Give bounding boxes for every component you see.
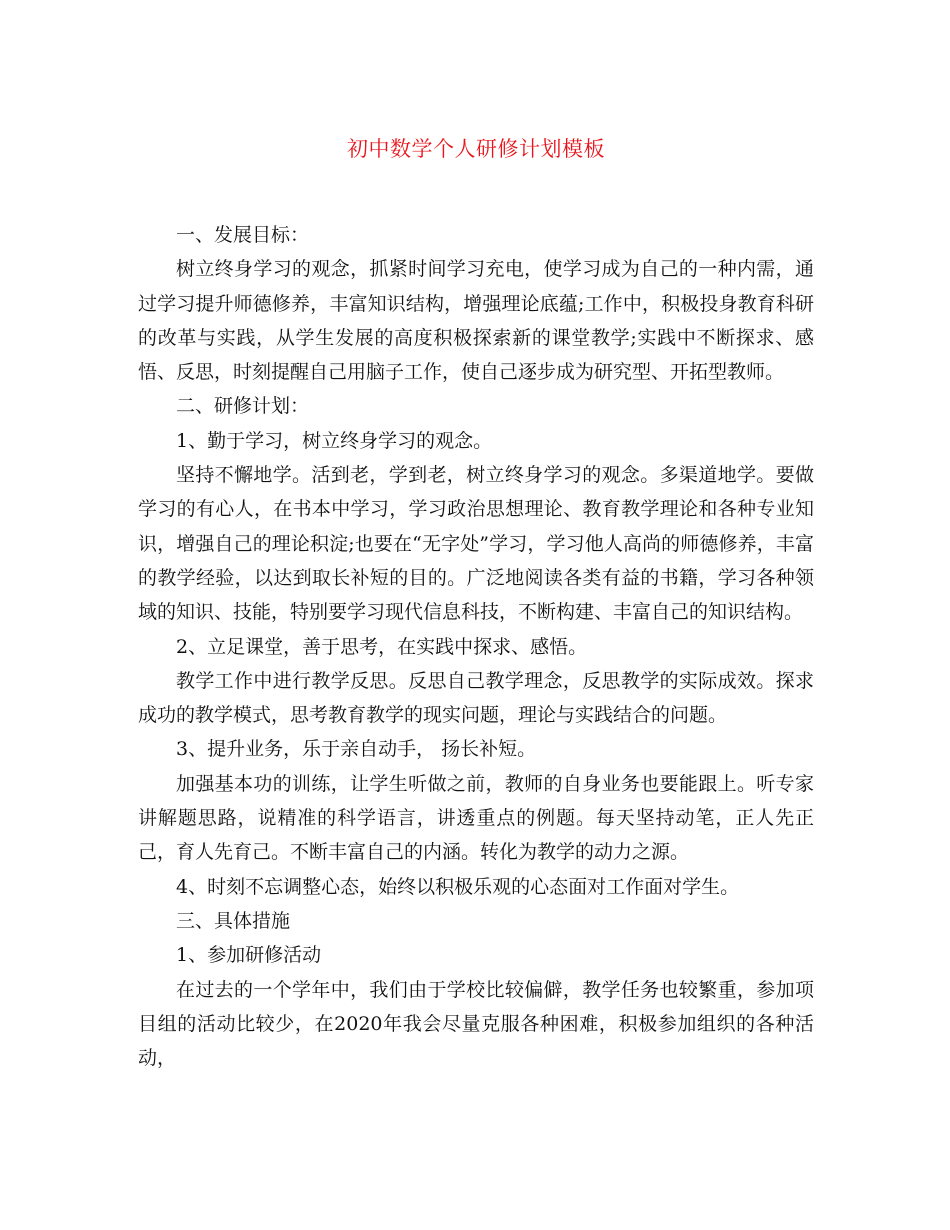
section-heading-plan: 二、研修计划： — [176, 395, 310, 418]
paragraph-goals: 树立终身学习的观念，抓紧时间学习充电，使学习成为自己的一种内需，通过学习提升师德修养，丰富知识结构，增强理论底蕴;工作中，积极投身教育科研的改革与实践，从学生发展的高度积极探索新的课堂教学;实践中不断探求、感悟、反思，时刻提醒自己用脑子工作，使自己逐步成为研究型、开拓型教师。 — [138, 258, 814, 384]
section-heading-measures: 三、具体措施 — [176, 909, 291, 932]
plan-item-2-paragraph: 教学工作中进行教学反思。反思自己教学理念，反思教学的实际成效。探求成功的教学模式，思考教育教学的现实问题，理论与实践结合的问题。 — [138, 669, 814, 727]
section-heading-goals: 一、发展目标： — [176, 224, 310, 246]
plan-item-3-paragraph: 加强基本功的训练，让学生听做之前，教师的自身业务也要能跟上。听专家讲解题思路，说精准的科学语言，讲透重点的例题。每天坚持动笔，正人先正己，育人先育己。不断丰富自己的内涵。转化为教学的动力之源。 — [138, 772, 814, 864]
document-body — [138, 218, 814, 1075]
plan-item-4-heading: 4、时刻不忘调整心态，始终以积极乐观的心态面对工作面对学生。 — [176, 875, 740, 898]
plan-item-3-heading: 3、提升业务，乐于亲自动手， 扬长补短。 — [176, 738, 537, 761]
plan-item-2-heading: 2、立足课堂，善于思考，在实践中探求、感悟。 — [176, 635, 588, 658]
document-title: 初中数学个人研修计划模板 — [347, 137, 605, 161]
measure-item-1-heading: 1、参加研修活动 — [176, 944, 322, 967]
measure-item-1-paragraph: 在过去的一个学年中，我们由于学校比较偏僻，教学任务也较繁重，参加项目组的活动比较少，在2020年我会尽量克服各种困难，积极参加组织的各种活动， — [138, 978, 814, 1070]
document-page — [138, 0, 814, 1230]
plan-item-1-heading: 1、勤于学习，树立终身学习的观念。 — [176, 429, 493, 452]
plan-item-1-paragraph: 坚持不懈地学。活到老，学到老，树立终身学习的观念。多渠道地学。要做学习的有心人，在书本中学习，学习政治思想理论、教育教学理论和各种专业知识，增强自己的理论积淀;也要在“无字处”学习，学习他人高尚的师德修养，丰富的教学经验，以达到取长补短的目的。广泛地阅读各类有益的书籍，学习各种领域的知识、技能，特别要学习现代信息科技，不断构建、丰富自己的知识结构。 — [138, 464, 814, 624]
